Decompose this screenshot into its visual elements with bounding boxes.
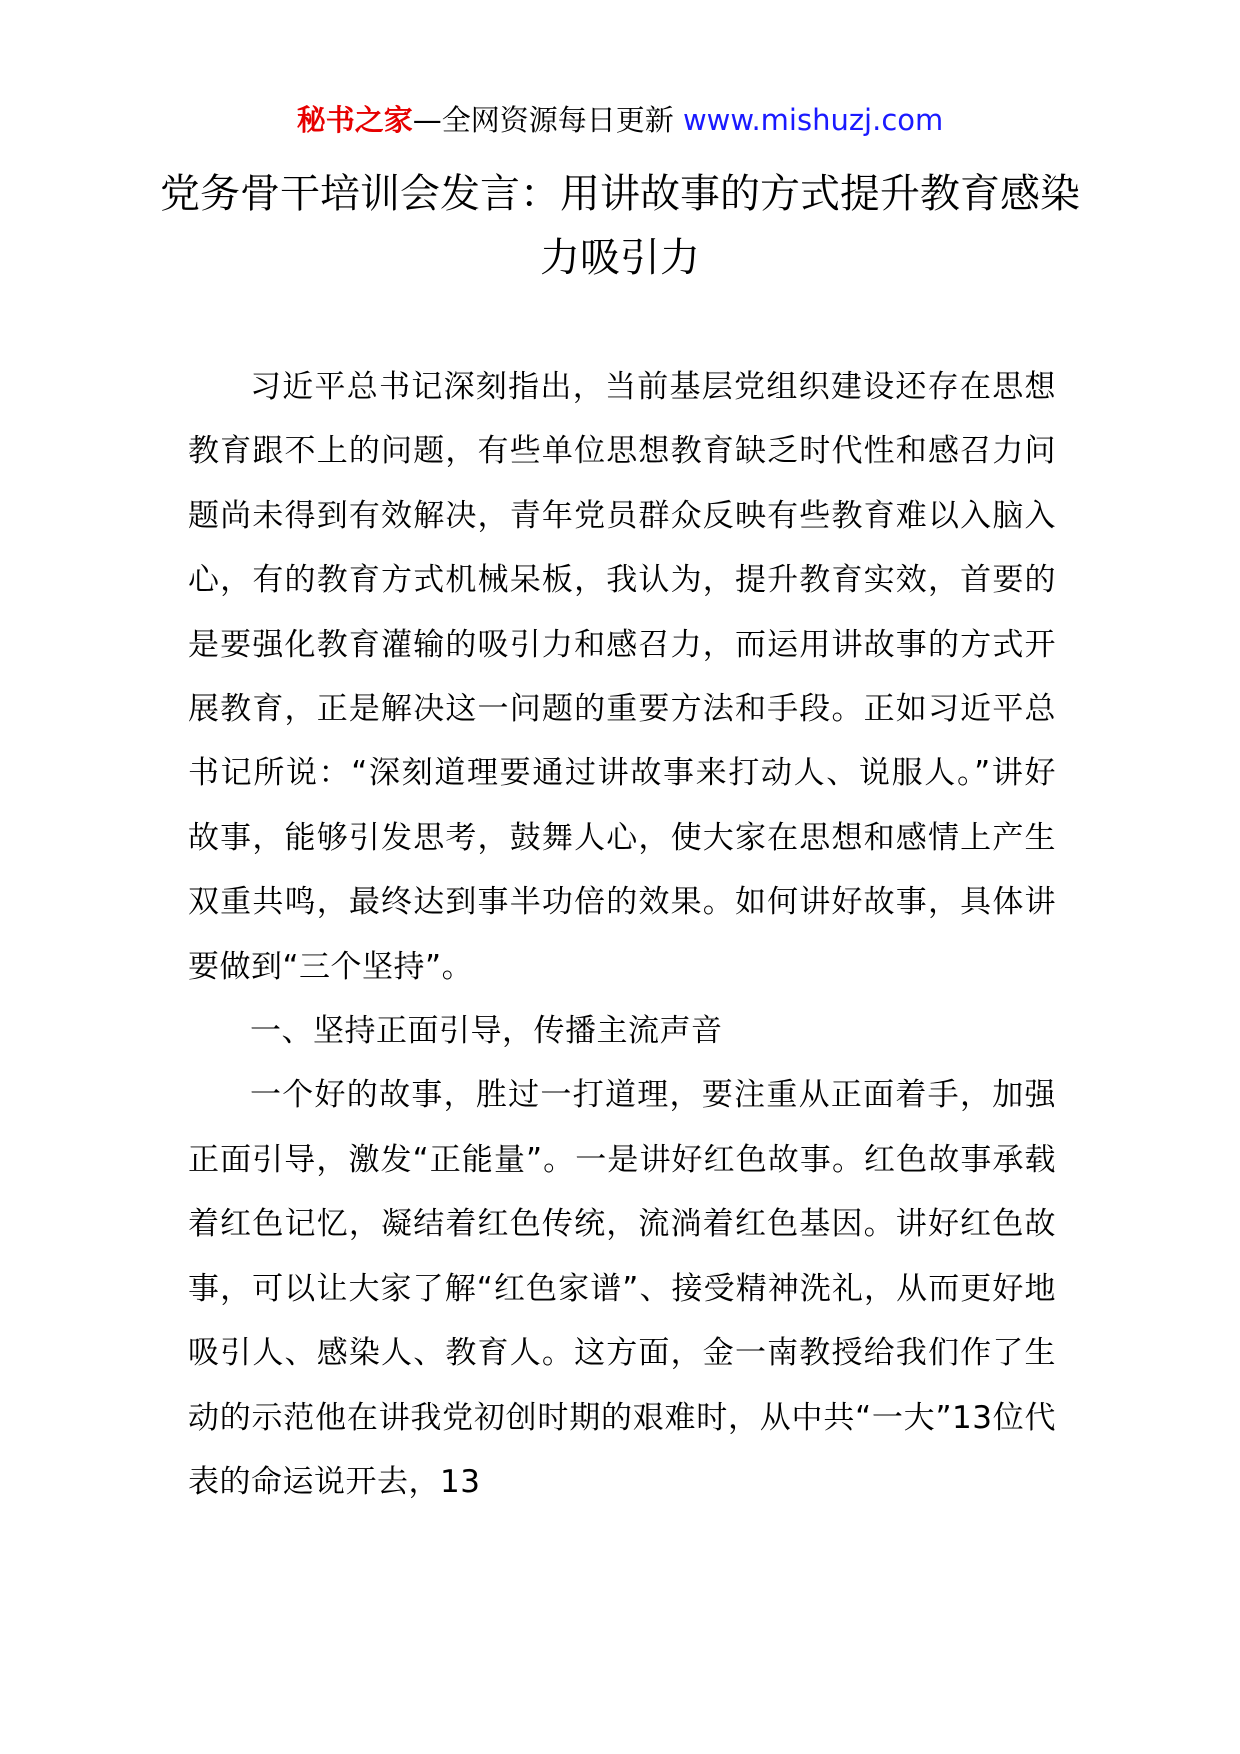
site-url-link[interactable]: www.mishuzj.com (682, 103, 944, 137)
site-header (0, 100, 1240, 140)
site-slogan: —全网资源每日更新 (412, 103, 683, 137)
site-name: 秘书之家 (296, 103, 413, 137)
document-title: 党务骨干培训会发言：用讲故事的方式提升教育感染力吸引力 (160, 171, 1080, 281)
document-body (188, 355, 1056, 1514)
section-paragraph: 一个好的故事，胜过一打道理，要注重从正面着手，加强正面引导，激发“正能量”。一是讲好红色故事。红色故事承载着红色记忆，凝结着红色传统，流淌着红色基因。讲好红色故事，可以让大家了解“红色家谱”、接受精神洗礼，从而更好地吸引人、感染人、教育人。这方面，金一南教授给我们作了生动的示范他在讲我党初创时期的艰难时，从中共“一大”13位代表的命运说开去，13 (188, 1077, 1056, 1500)
section-heading: 一、坚持正面引导，传播主流声音 (250, 1013, 723, 1050)
intro-paragraph: 习近平总书记深刻指出，当前基层党组织建设还存在思想教育跟不上的问题，有些单位思想教育缺乏时代性和感召力问题尚未得到有效解决，青年党员群众反映有些教育难以入脑入心，有的教育方式机械呆板，我认为，提升教育实效，首要的是要强化教育灌输的吸引力和感召力，而运用讲故事的方式开展教育，正是解决这一问题的重要方法和手段。正如习近平总书记所说：“深刻道理要通过讲故事来打动人、说服人。”讲好故事，能够引发思考，鼓舞人心，使大家在思想和感情上产生双重共鸣，最终达到事半功倍的效果。如何讲好故事，具体讲要做到“三个坚持”。 (188, 369, 1056, 985)
